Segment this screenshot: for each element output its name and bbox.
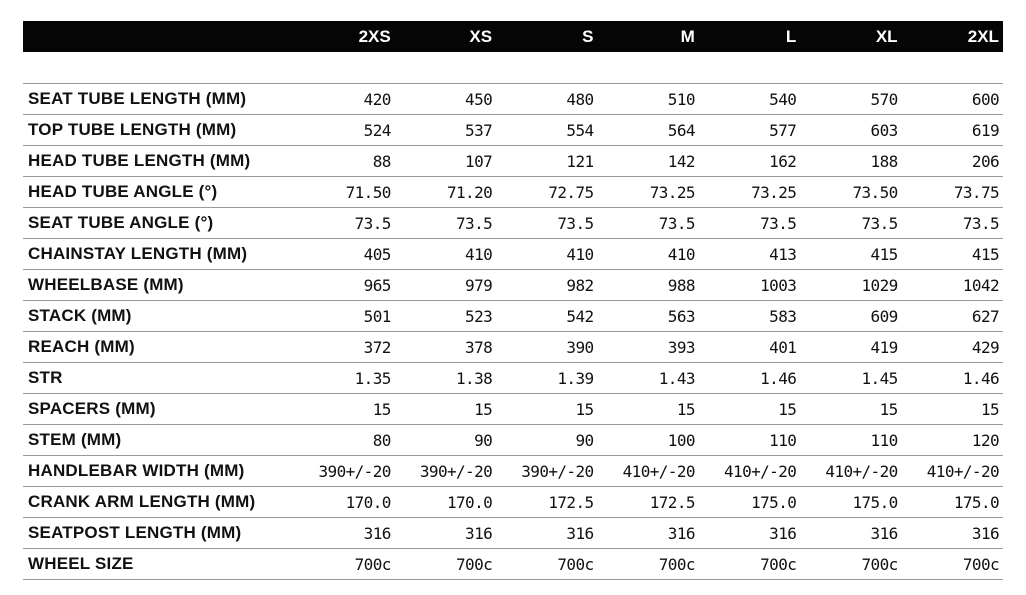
table-cell: 188 bbox=[870, 151, 898, 171]
table-cell: 420 bbox=[363, 89, 391, 109]
table-cell: 1003 bbox=[760, 275, 797, 295]
table-cell: 390 bbox=[566, 337, 594, 357]
table-cell: 410+/-20 bbox=[926, 461, 1000, 481]
table-cell: 401 bbox=[769, 337, 797, 357]
table-cell: 1042 bbox=[962, 275, 1000, 295]
table-cell: 700c bbox=[557, 554, 594, 574]
table-cell: 172.5 bbox=[649, 492, 695, 512]
table-row bbox=[23, 301, 1003, 332]
table-cell: 172.5 bbox=[548, 492, 594, 512]
table-cell: 88 bbox=[372, 151, 391, 171]
table-cell: 1.46 bbox=[760, 368, 797, 388]
geometry-table bbox=[23, 21, 1003, 580]
table-cell: 316 bbox=[971, 523, 1000, 543]
table-cell: 73.5 bbox=[456, 213, 493, 233]
row-label: STR bbox=[28, 368, 63, 387]
table-cell: 1.43 bbox=[658, 368, 695, 388]
row-label: SPACERS (MM) bbox=[28, 399, 156, 418]
table-cell: 73.50 bbox=[852, 182, 898, 202]
table-cell: 419 bbox=[870, 337, 898, 357]
table-cell: 603 bbox=[870, 120, 898, 140]
table-cell: 110 bbox=[870, 430, 898, 450]
row-label: REACH (MM) bbox=[28, 337, 135, 356]
table-body bbox=[23, 84, 1003, 580]
table-cell: 15 bbox=[676, 399, 695, 419]
table-cell: 162 bbox=[769, 151, 797, 171]
table-cell: 700c bbox=[760, 554, 797, 574]
row-label: STEM (MM) bbox=[28, 430, 122, 449]
table-row bbox=[23, 363, 1003, 394]
table-cell: 73.5 bbox=[658, 213, 695, 233]
table-cell: 700c bbox=[861, 554, 898, 574]
size-header-m: M bbox=[680, 26, 695, 46]
row-label: WHEEL SIZE bbox=[28, 554, 134, 573]
table-cell: 410 bbox=[465, 244, 493, 264]
row-label: WHEELBASE (MM) bbox=[28, 275, 184, 294]
table-cell: 316 bbox=[465, 523, 493, 543]
table-row bbox=[23, 270, 1003, 301]
table-cell: 1.39 bbox=[557, 368, 594, 388]
table-cell: 501 bbox=[363, 306, 391, 326]
table-cell: 415 bbox=[870, 244, 898, 264]
table-cell: 316 bbox=[363, 523, 391, 543]
table-cell: 577 bbox=[769, 120, 797, 140]
table-cell: 71.20 bbox=[446, 182, 493, 202]
table-cell: 175.0 bbox=[852, 492, 898, 512]
table-cell: 510 bbox=[667, 89, 695, 109]
table-cell: 372 bbox=[363, 337, 391, 357]
table-cell: 393 bbox=[667, 337, 695, 357]
row-label: TOP TUBE LENGTH (MM) bbox=[28, 120, 237, 139]
row-label: SEAT TUBE LENGTH (MM) bbox=[28, 89, 247, 108]
table-cell: 15 bbox=[575, 399, 594, 419]
table-cell: 627 bbox=[971, 306, 1000, 326]
table-row bbox=[23, 177, 1003, 208]
table-cell: 410 bbox=[566, 244, 594, 264]
row-label: CRANK ARM LENGTH (MM) bbox=[28, 492, 256, 511]
table-cell: 523 bbox=[465, 306, 493, 326]
size-header-2xl: 2XL bbox=[967, 26, 999, 46]
size-header-2xs: 2XS bbox=[358, 26, 391, 46]
table-cell: 120 bbox=[971, 430, 1000, 450]
row-label: HEAD TUBE LENGTH (MM) bbox=[28, 151, 251, 170]
size-header-l: L bbox=[785, 26, 797, 46]
table-cell: 564 bbox=[667, 120, 695, 140]
table-cell: 15 bbox=[980, 399, 1000, 419]
table-cell: 142 bbox=[667, 151, 695, 171]
table-row bbox=[23, 115, 1003, 146]
table-cell: 72.75 bbox=[548, 182, 594, 202]
table-cell: 15 bbox=[778, 399, 797, 419]
table-row bbox=[23, 332, 1003, 363]
table-row bbox=[23, 208, 1003, 239]
table-cell: 554 bbox=[566, 120, 594, 140]
table-row bbox=[23, 84, 1003, 115]
table-cell: 537 bbox=[465, 120, 493, 140]
table-cell: 600 bbox=[971, 89, 1000, 109]
table-row bbox=[23, 394, 1003, 425]
table-cell: 175.0 bbox=[953, 492, 1000, 512]
table-cell: 1.38 bbox=[456, 368, 493, 388]
size-header-s: S bbox=[582, 26, 594, 46]
table-row bbox=[23, 487, 1003, 518]
table-row bbox=[23, 146, 1003, 177]
table-cell: 410+/-20 bbox=[622, 461, 695, 481]
table-cell: 206 bbox=[971, 151, 1000, 171]
table-cell: 316 bbox=[566, 523, 594, 543]
table-cell: 480 bbox=[566, 89, 594, 109]
table-cell: 175.0 bbox=[751, 492, 797, 512]
table-cell: 700c bbox=[962, 554, 1000, 574]
table-cell: 316 bbox=[667, 523, 695, 543]
table-row bbox=[23, 518, 1003, 549]
table-cell: 100 bbox=[667, 430, 695, 450]
table-cell: 1029 bbox=[861, 275, 898, 295]
row-label: SEATPOST LENGTH (MM) bbox=[28, 523, 242, 542]
table-cell: 121 bbox=[566, 151, 594, 171]
table-cell: 583 bbox=[769, 306, 797, 326]
table-cell: 700c bbox=[658, 554, 695, 574]
table-cell: 410+/-20 bbox=[825, 461, 898, 481]
table-cell: 524 bbox=[363, 120, 391, 140]
table-cell: 563 bbox=[667, 306, 695, 326]
table-cell: 170.0 bbox=[446, 492, 493, 512]
table-cell: 700c bbox=[354, 554, 391, 574]
table-cell: 73.25 bbox=[751, 182, 797, 202]
table-cell: 540 bbox=[769, 89, 797, 109]
table-cell: 619 bbox=[971, 120, 1000, 140]
size-header-xl: XL bbox=[875, 26, 898, 46]
table-cell: 965 bbox=[363, 275, 391, 295]
table-cell: 979 bbox=[465, 275, 493, 295]
table-cell: 570 bbox=[870, 89, 898, 109]
row-label: CHAINSTAY LENGTH (MM) bbox=[28, 244, 248, 263]
row-label: SEAT TUBE ANGLE (°) bbox=[28, 213, 214, 232]
row-label: HEAD TUBE ANGLE (°) bbox=[28, 182, 218, 201]
table-cell: 1.35 bbox=[354, 368, 391, 388]
table-cell: 73.5 bbox=[861, 213, 898, 233]
table-cell: 73.75 bbox=[953, 182, 1000, 202]
table-cell: 107 bbox=[465, 151, 493, 171]
table-cell: 405 bbox=[363, 244, 391, 264]
table-cell: 390+/-20 bbox=[318, 461, 391, 481]
table-cell: 982 bbox=[566, 275, 594, 295]
table-cell: 71.50 bbox=[345, 182, 391, 202]
table-cell: 390+/-20 bbox=[521, 461, 594, 481]
table-cell: 378 bbox=[465, 337, 493, 357]
table-cell: 410+/-20 bbox=[724, 461, 797, 481]
size-header-xs: XS bbox=[469, 26, 493, 46]
table-cell: 15 bbox=[474, 399, 493, 419]
table-cell: 90 bbox=[474, 430, 493, 450]
table-row bbox=[23, 549, 1003, 580]
size-header-row bbox=[23, 21, 1003, 52]
table-cell: 410 bbox=[667, 244, 695, 264]
table-cell: 110 bbox=[769, 430, 797, 450]
table-cell: 1.46 bbox=[962, 368, 1000, 388]
header-spacer bbox=[23, 52, 1003, 84]
table-cell: 988 bbox=[667, 275, 695, 295]
table-cell: 413 bbox=[769, 244, 797, 264]
table-cell: 80 bbox=[372, 430, 391, 450]
table-row bbox=[23, 239, 1003, 270]
table-cell: 170.0 bbox=[345, 492, 391, 512]
table-cell: 1.45 bbox=[861, 368, 898, 388]
table-cell: 450 bbox=[465, 89, 493, 109]
table-cell: 15 bbox=[879, 399, 898, 419]
table-cell: 73.5 bbox=[557, 213, 594, 233]
table-cell: 73.25 bbox=[649, 182, 695, 202]
table-cell: 390+/-20 bbox=[419, 461, 493, 481]
table-cell: 15 bbox=[372, 399, 391, 419]
table-cell: 609 bbox=[870, 306, 898, 326]
table-cell: 73.5 bbox=[962, 213, 1000, 233]
table-cell: 700c bbox=[456, 554, 493, 574]
table-cell: 415 bbox=[971, 244, 1000, 264]
table-cell: 429 bbox=[971, 337, 1000, 357]
row-label: STACK (MM) bbox=[28, 306, 132, 325]
table-row bbox=[23, 425, 1003, 456]
table-cell: 73.5 bbox=[354, 213, 391, 233]
table-row bbox=[23, 456, 1003, 487]
row-label: HANDLEBAR WIDTH (MM) bbox=[28, 461, 245, 480]
table-cell: 73.5 bbox=[760, 213, 797, 233]
table-cell: 90 bbox=[575, 430, 594, 450]
table-cell: 542 bbox=[566, 306, 594, 326]
table-cell: 316 bbox=[769, 523, 797, 543]
table-cell: 316 bbox=[870, 523, 898, 543]
